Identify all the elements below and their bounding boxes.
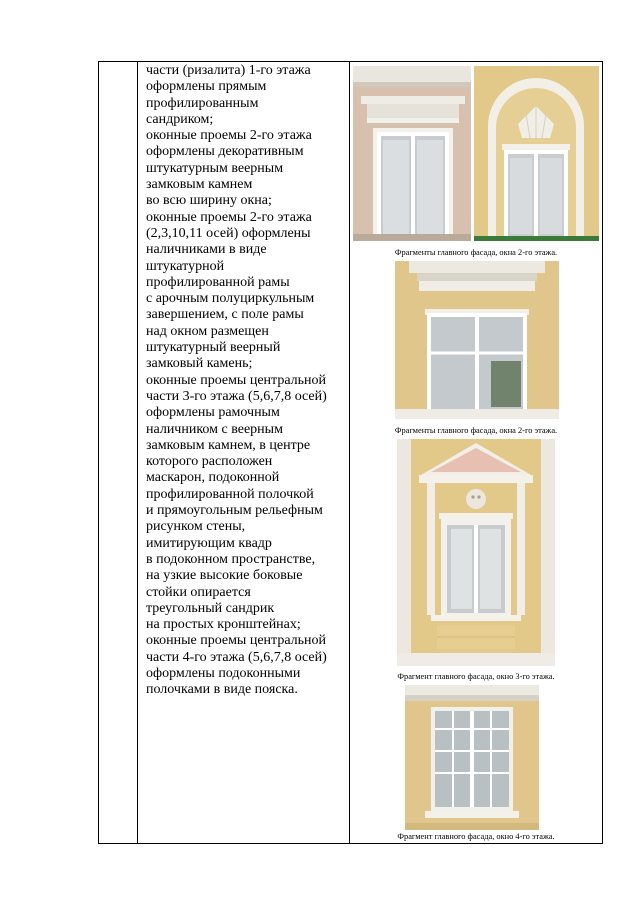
description-line: в подоконном пространстве, (146, 551, 316, 567)
description-line: с арочным полуциркульным (146, 291, 315, 307)
description-line: штукатурным веерным (146, 160, 284, 176)
description-line: над окном размещен (146, 323, 269, 339)
photo-gap (472, 66, 473, 241)
description-line: профилированным (146, 95, 259, 111)
description-line: которого расположен (146, 454, 273, 470)
description-line: оконные проемы 2-го этажа (146, 128, 312, 144)
photo-caption: Фрагменты главного фасада, окна 2-го этажа. (394, 426, 558, 435)
description-line: части 3-го этажа (5,6,7,8 осей) (146, 388, 327, 404)
description-line: оформлены рамочным (146, 405, 280, 421)
description-table (98, 61, 603, 844)
description-line: наличником с веерным (146, 421, 283, 437)
photo-cell (350, 62, 602, 843)
description-line: на простых кронштейнах; (146, 617, 301, 633)
row-number-cell (99, 62, 137, 843)
facade-photo-window-4th-floor (405, 685, 539, 830)
description-line: и прямоугольным рельефным (146, 503, 323, 519)
description-line: профилированной полочкой (146, 486, 314, 502)
photo-caption: Фрагмент главного фасада, окно 4-го этажа. (397, 832, 555, 841)
description-line: во всю ширину окна; (146, 193, 272, 209)
description-line: профилированной рамы (146, 274, 290, 290)
description-line: оформлены декоративным (146, 144, 304, 160)
description-line: на узкие высокие боковые (146, 568, 303, 584)
description-line: оформлены подоконными (146, 665, 301, 681)
description-line: (2,3,10,11 осей) оформлены (146, 225, 311, 241)
facade-description (146, 63, 346, 699)
description-line: оконные проемы центральной (146, 633, 327, 649)
description-line: замковым камнем, в центре (146, 437, 311, 453)
facade-photo-window-2nd-floor-balcony (395, 261, 559, 419)
photo-caption: Фрагмент главного фасада, окно 3-го этажа. (397, 672, 555, 681)
description-line: оконные проемы 2-го этажа (146, 209, 312, 225)
description-line: оформлены прямым (146, 79, 267, 95)
facade-photo-window-3rd-floor (397, 439, 555, 666)
description-line: маскарон, подоконной (146, 470, 280, 486)
description-line: имитирующим квадр (146, 535, 272, 551)
description-line: замковым камнем (146, 177, 253, 193)
description-line: части 4-го этажа (5,6,7,8 осей) (146, 649, 327, 665)
description-line: наличниками в виде (146, 242, 267, 258)
description-line: завершением, с поле рамы (146, 307, 304, 323)
description-line: стойки опирается (146, 584, 251, 600)
facade-photo-arched-window (474, 66, 599, 241)
description-line: штукатурный веерный (146, 340, 281, 356)
photo-caption: Фрагменты главного фасада, окна 2-го этажа. (394, 248, 558, 257)
description-line: полочками в виде пояска. (146, 682, 298, 698)
description-line: оконные проемы центральной (146, 372, 327, 388)
description-line: штукатурной (146, 258, 225, 274)
description-line: сандриком; (146, 111, 214, 127)
description-cell (138, 62, 349, 843)
facade-photo-window-2nd-floor (353, 66, 471, 241)
description-line: рисунком стены, (146, 519, 246, 535)
description-line: части (ризалита) 1-го этажа (146, 63, 311, 78)
description-line: замковый камень; (146, 356, 253, 372)
description-line: треугольный сандрик (146, 600, 275, 616)
